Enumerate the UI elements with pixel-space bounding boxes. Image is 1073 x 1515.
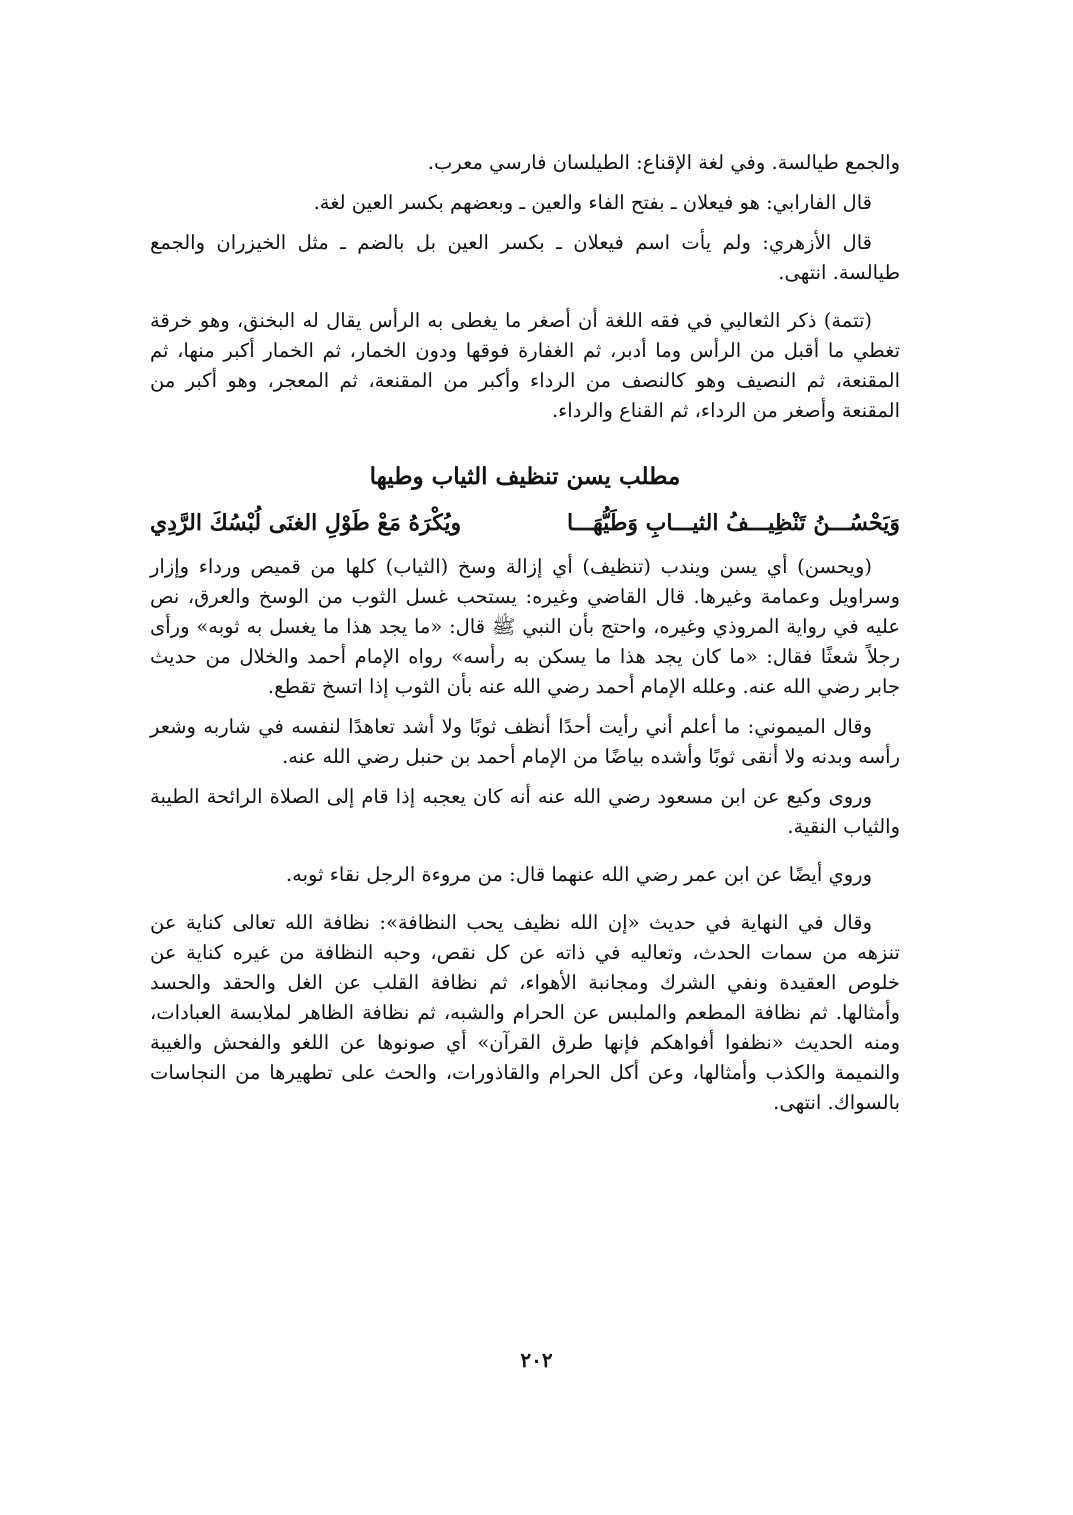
paragraph-explanation: (ويحسن) أي يسن ويندب (تنظيف) أي إزالة وسخ (الثياب) كلها من قميص ورداء وإزار وسراويل وعمامة وغيرها. قال القاضي وغيره: يستحب غسل الثوب من الوسخ والعرق، نص عليه في رواية المروذي وغيره، واحتج بأن النبي ﷺ قال: «ما يجد هذا ما يغسل به ثوبه» ورأى رجلاً شعثًا فقال: «ما كان يجد هذا ما يسكن به رأسه» رواه الإمام أحمد والخلال من حديث جابر رضي الله عنه. وعلله الإمام أحمد رضي الله عنه بأن الثوب إذا اتسخ تقطع.	[150, 555, 900, 698]
paragraph-maymuni: وقال الميموني: ما أعلم أني رأيت أحدًا أنظف ثوبًا ولا أشد تعاهدًا لنفسه في شاربه وشعر رأسه وبدنه ولا أنقى ثوبًا وأشده بياضًا من الإمام أحمد بن حنبل رضي الله عنه.	[150, 715, 900, 768]
paragraph-farabi: قال الفارابي: هو فيعلان ـ بفتح الفاء والعين ـ وبعضهم بكسر العين لغة.	[313, 191, 872, 214]
poem-verse	[150, 504, 900, 542]
verse-left-hemistich: ويُكْرَهُ مَعْ طَوْلِ الغنَى لُبْسُكَ الرَّدِي	[150, 510, 462, 536]
paragraph-azhari: قال الأزهري: ولم يأت اسم فيعلان ـ بكسر العين بل بالضم ـ مثل الخيزران والجمع طيالسة. انتهى.	[150, 231, 900, 284]
paragraph-nihaya: وقال في النهاية في حديث «إن الله نظيف يحب النظافة»: نظافة الله تعالى كناية عن تنزهه من سمات الحدث، وتعاليه في ذاته عن كل نقص، وحبه النظافة من غيره كناية عن خلوص العقيدة ونفي الشرك ومجانبة الأهواء، ثم نظافة القلب عن الغل والحقد والحسد وأمثالها. ثم نظافة المطعم والملبس عن الحرام والشبه، ثم نظافة الظاهر لملابسة العبادات، ومنه الحديث «نظفوا أفواهكم فإنها طرق القرآن» أي صونوها عن اللغو والفحش والغيبة والنميمة والكذب وأمثالها، وعن أكل الحرام والقاذورات، والحث على تطهيرها من النجاسات بالسواك. انتهى.	[150, 911, 900, 1114]
paragraph-ibn-umar: وروي أيضًا عن ابن عمر رضي الله عنهما قال: من مروءة الرجل نقاء ثوبه.	[285, 863, 872, 886]
paragraph-waki: وروى وكيع عن ابن مسعود رضي الله عنه أنه كان يعجبه إذا قام إلى الصلاة الرائحة الطيبة والثياب النقية.	[150, 785, 900, 838]
page-number: ٢٠٢	[520, 1348, 553, 1372]
page-body	[150, 148, 900, 1128]
section-heading: مطلب يسن تنظيف الثياب وطيها	[369, 463, 681, 490]
verse-right-hemistich: وَيَحْسُـــنُ تَنْظِيـــفُ الثيـــابِ وَطَيُّهَـــا	[567, 510, 900, 536]
paragraph-tatimma: (تتمة) ذكر الثعالبي في فقه اللغة أن أصغر ما يغطى به الرأس يقال له البخنق، وهو خرقة تغطي ما أقبل من الرأس وما أدبر، ثم الغفارة فوقها ودون الخمار، ثم الخمار أكبر منها، ثم المقنعة، ثم النصيف وهو كالنصف من الرداء وأكبر من المقنعة، ثم المعجر، وهو أكبر من المقنعة وأصغر من الرداء، ثم القناع والرداء.	[150, 309, 900, 422]
paragraph-plural-tayalisa: والجمع طيالسة. وفي لغة الإقناع: الطيلسان فارسي معرب.	[427, 151, 900, 174]
